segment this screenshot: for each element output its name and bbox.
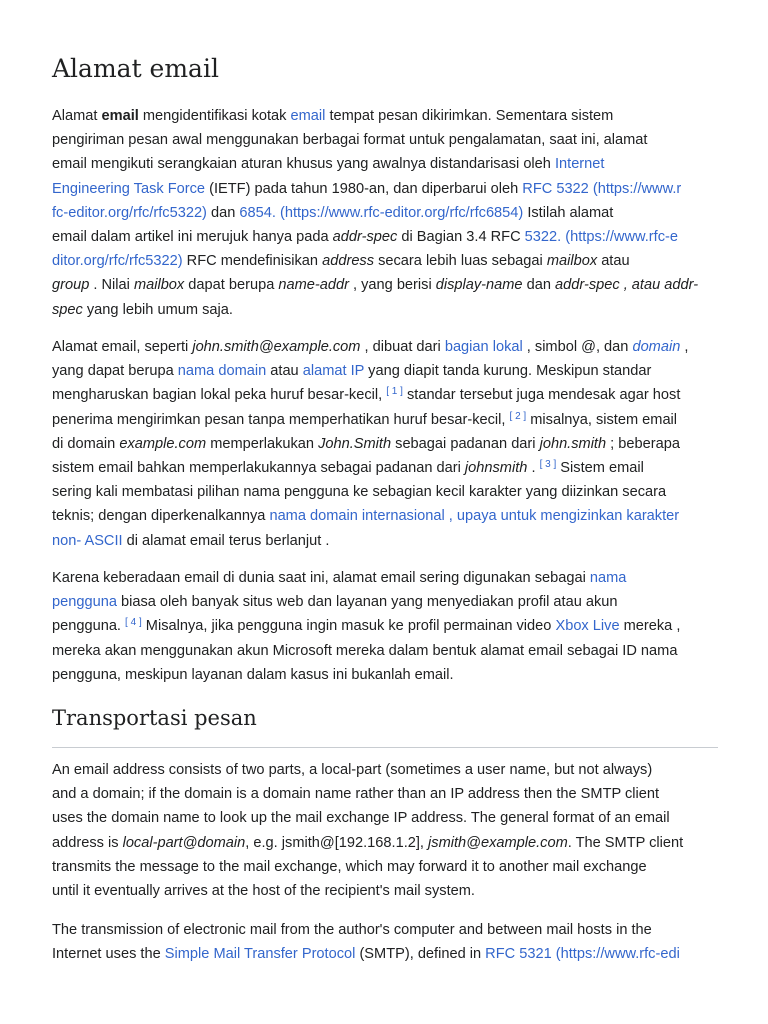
link-nama-pengguna-cont[interactable]: pengguna [52, 594, 117, 611]
paragraph-intro: Alamat email mengidentifikasi kotak email tempat pesan dikirimkan. Sementara sistem pengiriman pesan awal menggunakan berbagai format untuk pengalamatan, saat ini, alamat email mengikuti serangkaian aturan khusus yang awalnya distandarisasi oleh Internet Engineering Task Force (IETF) pada tahun 1980-an, dan diperbarui oleh RFC 5322 (https://www.r fc-editor.org/rfc/rfc5322) dan 6854. (https://www.rfc-editor.org/rfc/rfc6854) Istilah alamat email dalam artikel ini merujuk hanya pada addr-spec di Bagian 3.4 RFC 5322. (https://www.rfc-e ditor.org/rfc/rfc5322) RFC mendefinisikan address secara lebih luas sebagai mailbox atau group . Nilai mailbox dapat berupa name-addr , yang berisi display-name dan addr-spec , atau addr- spec yang lebih umum saja. [52, 108, 699, 318]
link-rfc6854[interactable]: 6854. (https://www.rfc-editor.org/rfc/rfc6854) [239, 204, 524, 221]
link-rfc5322[interactable]: RFC 5322 (https://www.r [522, 180, 682, 197]
link-xbox-live[interactable]: Xbox Live [555, 618, 620, 635]
reference-3[interactable]: [ 3 ] [539, 459, 557, 471]
link-ietf[interactable]: Internet [554, 156, 605, 173]
link-nama-domain[interactable]: nama domain [177, 363, 267, 380]
section-heading-transport: Transportasi pesan [52, 706, 257, 730]
reference-1[interactable]: [ 1 ] [386, 386, 403, 398]
link-smtp[interactable]: Simple Mail Transfer Protocol [164, 946, 356, 963]
link-non-ascii[interactable]: non- ASCII [52, 532, 123, 549]
link-domain[interactable]: domain [632, 339, 681, 355]
link-email[interactable]: email [290, 108, 326, 124]
link-nama-domain-internasional[interactable]: nama domain internasional , upaya untuk mengizinkan karakter [269, 508, 680, 525]
page-title: Alamat email [52, 54, 219, 83]
link-rfc5322-cont[interactable]: fc-editor.org/rfc/rfc5322) [52, 204, 207, 221]
link-alamat-ip[interactable]: alamat IP [302, 363, 365, 380]
link-bagian-lokal[interactable]: bagian lokal [444, 339, 523, 355]
reference-2[interactable]: [ 2 ] [509, 410, 527, 422]
reference-4[interactable]: [ 4 ] [125, 617, 142, 629]
link-ietf-cont[interactable]: Engineering Task Force [52, 180, 206, 197]
paragraph-username: Karena keberadaan email di dunia saat ini, alamat email sering digunakan sebagai nama pengguna biasa oleh banyak situs web dan layanan yang menyediakan profil atau akun pengguna. [ 4 ] Misalnya, jika pengguna ingin masuk ke profil permainan video Xbox Live mereka , mereka akan menggunakan akun Microsoft mereka dalam bentuk alamat email sebagai ID nama pengguna, meskipun layanan dalam kasus ini bukanlah email. [52, 570, 681, 683]
link-rfc5321[interactable]: RFC 5321 (https://www.rfc-edi [485, 946, 680, 963]
paragraph-format: Alamat email, seperti john.smith@example.com , dibuat dari bagian lokal , simbol @, dan domain , yang dapat berupa nama domain atau alamat IP yang diapit tanda kurung. Meskipun standar mengharuskan bagian lokal peka huruf besar-kecil, [ 1 ] standar tersebut juga mendesak agar host penerima mengirimkan pesan tanpa memperhatikan huruf besar-kecil, [ 2 ] misalnya, sistem email di domain example.com memperlakukan John.Smith sebagai padanan dari john.smith ; beberapa sistem email bahkan memperlakukannya sebagai padanan dari johnsmith . [ 3 ] Sistem email sering kali membatasi pilihan nama pengguna ke sebagian kecil karakter yang diizinkan secara teknis; dengan diperkenalkannya nama domain internasional , upaya untuk mengizinkan karakter non- ASCII di alamat email terus berlanjut . [52, 339, 689, 549]
bold-term: email [101, 108, 139, 124]
link-rfc5322-b[interactable]: 5322. (https://www.rfc-e [524, 229, 678, 246]
paragraph-smtp: The transmission of electronic mail from the author's computer and between mail hosts in the Internet uses the Simple Mail Transfer Protocol (SMTP), defined in RFC 5321 (https://www.rfc-edi [52, 922, 680, 963]
section-divider [52, 747, 718, 748]
link-nama-pengguna[interactable]: nama [589, 570, 627, 586]
link-rfc5322-b-cont[interactable]: ditor.org/rfc/rfc5322) [52, 253, 183, 270]
paragraph-address-parts: An email address consists of two parts, a local-part (sometimes a user name, but not always) and a domain; if the domain is a domain name rather than an IP address then the SMTP client uses the domain name to look up the mail exchange IP address. The general format of an email address is local-part@domain, e.g. jsmith@[192.168.1.2], jsmith@example.com. The SMTP client transmits the message to the mail exchange, which may forward it to another mail exchange until it eventually arrives at the host of the recipient's mail system. [52, 762, 684, 900]
